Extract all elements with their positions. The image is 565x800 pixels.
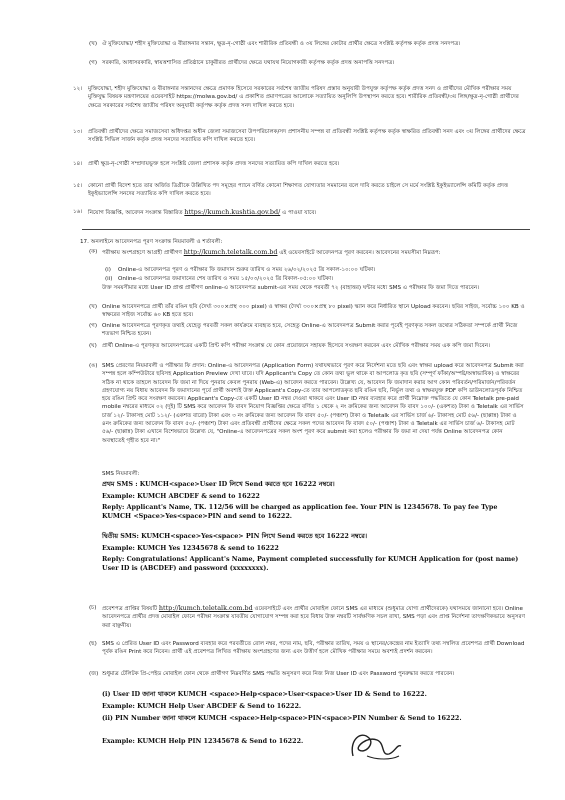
second-sms-text: দ্বিতীয় SMS: KUMCH<space>Yes<space> PIN লিখে Send করতে হবে 16222 নম্বরে। bbox=[102, 532, 368, 540]
subitem-text: Online-এ আবেদনপত্র পূরণ ও পরীক্ষার ফি জমাদান শুরুর তারিখ ও সময় ২৬/০২/২০২৫ খ্রি সকাল-১০:০০ ঘটিকা। bbox=[118, 267, 376, 273]
subitem-label: (খ) bbox=[89, 41, 98, 47]
subitem-text: Online-এ আবেদনপত্র জমাদানের শেষ তারিখ ও সময় ১৫/০৩/২০২৫ খ্রি বিকাল-০৫:০০ ঘটিকা। bbox=[118, 276, 334, 282]
second-sms-reply bbox=[102, 555, 526, 573]
doc-subitem-ka-ii bbox=[105, 275, 526, 283]
sms-rules-heading bbox=[102, 470, 526, 478]
subitem-label: (খ) bbox=[89, 304, 98, 310]
recover-pin-text: (ii) PIN Number জানা থাকলে KUMCH <space>Help<space>PIN<space>PIN Number & Send to 16222. bbox=[102, 714, 462, 722]
first-sms-example-text: Example: KUMCH ABCDEF & send to 16222 bbox=[102, 492, 260, 500]
item-text: নিয়োগ বিজ্ঞপ্তি, আবেদন সংক্রান্ত বিস্তারিত bbox=[88, 210, 183, 216]
kushtia-website-link[interactable]: https://kumch.kushtia.gov.bd/ bbox=[184, 208, 281, 216]
second-sms-example bbox=[102, 544, 526, 553]
recover-pin-example bbox=[102, 737, 526, 746]
first-sms-text: প্রথম SMS : KUMCH<space>User ID লিখে Send করতে হবে 16222 নম্বরে। bbox=[102, 480, 335, 488]
subitem-tail: ওয়েবসাইটে এবং প্রার্থীর মোবাইল ফোনে SMS এর মাধ্যমে (শুধুমাত্র যোগ্য প্রার্থীদেরকে) যথাসময়ে জানানো হবে। Online আবেদনপত্রে প্রার্থীর প্রদত্ত মোবাইল ফোনে পরীক্ষা সংক্রান্ত যাবতীয় যোগাযোগ সম্পন্ন করা হবে বিধায় উক্ত নম্বরটি সার্বক্ষণিক সচল রাখা, SMS পড়া এবং প্রাপ্ত নির্দেশনা তাৎক্ষণিকভাবে অনুসরণ করা বাঞ্ছনীয়। bbox=[102, 606, 526, 629]
item-text: মুক্তিযোদ্ধা, শহীদ মুক্তিযোদ্ধা ও বীরাঙ্গনার সন্তানদের ক্ষেত্রে প্রমাণক হিসেবে সরকারের সর্বশেষ জাতীয় পরিষদ প্রস্তাব অনুযায়ী উপযুক্ত কর্তৃপক্ষ কর্তৃক প্রদত্ত সনদ ও প্রার্থীদের মৌখিক পরীক্ষার সময় মুক্তিযুদ্ধ বিষয়ক মন্ত্রণালয়ের ওয়েবসাইট https://molwa.gov.bd/ এ প্রকাশিত প্রমাণপত্রের আলোকে সত্যায়িত অনুলিপি উপস্থাপন করতে হবে। শারীরিক প্রতিবন্ধী/৩য় লিঙ্গ/ক্ষুদ্র-নৃ-গোষ্ঠী প্রার্থীদের ক্ষেত্রে সরকারের সর্বশেষ জাতীয় পরিষদ অনুযায়ী কর্তৃপক্ষ কর্তৃক প্রদত্ত সনদ দাখিল করতে হবে। bbox=[88, 86, 519, 109]
second-sms-example-text: Example: KUMCH Yes 12345678 & send to 16222 bbox=[102, 544, 279, 552]
subitem-label: (ছ) bbox=[89, 641, 97, 647]
doc-subitem-chha bbox=[89, 640, 526, 657]
recover-pin-instruction bbox=[102, 714, 526, 723]
item-number: ১৬। bbox=[73, 209, 83, 215]
subitem-label: (চ) bbox=[89, 605, 97, 611]
item-text: প্রতিবন্ধী প্রার্থীদের ক্ষেত্রে সমাজসেবা অধিদপ্তর অধীন জেলা সমাজসেবা উপপরিচালক/সদ প্রশাসনীয় সম্পন্ন বা প্রতিবন্ধী সংশ্লিষ্ট কর্তৃপক্ষ কর্তৃক স্বাক্ষরিত প্রতিবন্ধী সনদ এবং ৩য় লিঙ্গের প্রার্থীদের ক্ষেত্রে সংশ্লিষ্ট সিভিল সার্জন কর্তৃক প্রদত্ত সনদের সত্যায়িত কপি দাখিল করতে হবে। bbox=[88, 129, 526, 144]
item-text: প্রার্থী ক্ষুদ্র-নৃ-গোষ্ঠী সম্প্রদায়ভুক্ত হলে সংশ্লিষ্ট জেলা প্রশাসক কর্তৃক প্রদত্ত সনদের সত্যায়িত কপি দাখিল করতে হবে। bbox=[88, 161, 340, 167]
signature-mark bbox=[347, 726, 405, 764]
recover-userid-text: (i) User ID জানা থাকলে KUMCH <space>Help<space>User<space>User ID & Send to 16222. bbox=[102, 690, 427, 698]
doc-subitem-ka-note bbox=[102, 284, 526, 292]
doc-subitem-ka-i bbox=[105, 266, 526, 274]
subitem-label: (ঘ) bbox=[89, 343, 97, 349]
subitem-text: প্রার্থী Online-এ পূরণকৃত আবেদনপত্রের একটি প্রিন্ট কপি পরীক্ষা সংক্রান্ত যে কোন প্রয়োজনে সহায়ক হিসেবে সংরক্ষণ করবেন এবং মৌখিক পরীক্ষার সময় এক কপি জমা দিবেন। bbox=[102, 343, 491, 349]
doc-subitem-ga bbox=[89, 322, 526, 339]
item-text: কোনো প্রার্থী বিদেশ হতে তার অর্জিত ডিগ্রীকে উল্লিখিত পদ সমূহের প্যানে বর্ণিত কোনো শিক্ষাগত যোগ্যতার সমমানের বলে দাবি করতে চাইলে সে মর্মে সংশ্লিষ্ট ইকুইভ্যালেন্সি কমিটি কর্তৃক প্রদত্ত ইকুইভ্যালেন্সি সনদের সত্যায়িত কপি দাখিল করতে হবে। bbox=[88, 183, 508, 198]
item-number: ১৩। bbox=[73, 129, 83, 135]
doc-item-14 bbox=[73, 160, 526, 168]
doc-subitem-kha bbox=[89, 303, 526, 320]
subitem-text: ঐ মুক্তিযোদ্ধা/ শহীদ মুক্তিযোদ্ধা ও বীরাঙ্গনার সন্তান, ক্ষুদ্র-নৃ-গোষ্ঠী এবং শারীরিক প্রতিবন্ধী ও ৩য় লিঙ্গের কোটার প্রার্থীর ক্ষেত্রে সংশ্লিষ্ট কর্তৃপক্ষ কর্তৃক প্রদত্ত সনদপত্র। bbox=[102, 41, 461, 47]
subitem-label: (ii) bbox=[105, 276, 113, 282]
doc-item-16 bbox=[73, 208, 526, 217]
subitem-text: শুধুমাত্র টেলিটক প্রি-পেইড মোবাইল ফোন থেকে প্রার্থীগণ নিম্নবর্ণিত SMS পদ্ধতি অনুসরণ করে নিজ নিজ User ID এবং Password পুনরুদ্ধার করতে পারবেন। bbox=[102, 671, 455, 677]
subitem-tail: এই ওয়েবসাইটে আবেদনপত্র পূরণ করবেন। আবেদনের সময়সীমা নিম্নরূপ: bbox=[279, 250, 441, 256]
subitem-label: (ঙ) bbox=[89, 363, 98, 369]
subitem-label: (জ) bbox=[89, 671, 99, 677]
subitem-text: প্রবেশপত্র প্রাপ্তির বিষয়টি bbox=[102, 606, 158, 612]
recover-userid-example-text: Example: KUMCH Help User ABCDEF & Send to 16222. bbox=[102, 702, 302, 710]
recover-userid-example bbox=[102, 702, 526, 711]
section-divider bbox=[82, 229, 530, 230]
subitem-text: Online আবেদনপত্রে প্রার্থী তাঁর রঙিন ছবি (দৈর্ঘ্য ৩০০×প্রস্থ ৩০০ pixel) ও স্বাক্ষর (দৈর্ঘ্য ৩০০×প্রস্থ ৮০ pixel) স্ক্যান করে নির্ধারিত স্থানে Upload করবেন। ছবির সাইজ, সর্বোচ্চ ১০০ KB ও স্বাক্ষরের সাইজ সর্বোচ্চ ৬০ KB হতে হবে। bbox=[102, 304, 525, 319]
doc-subitem-ka bbox=[89, 248, 526, 257]
doc-subitem-gha bbox=[89, 342, 526, 350]
doc-item-12 bbox=[73, 85, 526, 110]
first-sms-instruction bbox=[102, 480, 526, 489]
doc-item-15 bbox=[73, 182, 526, 199]
subitem-text: SMS প্রেরণের নিয়মাবলী ও পরীক্ষার ফি প্রদান: Online-এ আবেদনপত্র (Application Form) যথাযথভাবে পূরণ করে নির্দেশনা মতে ছবি এবং স্বাক্ষর upload করে আবেদনপত্র Submit করা সম্পন্ন হলে কম্পিউটারে ছবিসহ Application Preview দেখা যাবে। যদি Applicant's Copy তে কোন তথ্য ভুল থাকে বা আপলোড কৃত ছবি (সম্পূর্ণ ফাঁকা/অস্পষ্ট/অস্বাভাবিক) ও স্বাক্ষরের সঠিক না থাকে তাহলে আবেদন ফি জমা না দিয়ে পুনরায় কেবল পুনরায় (Web-এ) আবেদন করতে পারবেন। উল্লেখ্য যে, আবেদন ফি জমাদান করার আগ কোন পরিবর্তন/পরিমার্জন/পরিবর্তন গ্রহণযোগ্য নয় বিধায় আবেদন ফি জমাদানের পূর্বে প্রার্থী অবশ্যই উক্ত Applicant's Copy-তে তার আপলোডকৃত ছবি রঙিন ছবি, নির্ভুল তথ্য ও স্বাক্ষরযুক্ত PDF কপি ডাউনলোডপূর্বক নিশ্চিত হয়ে রঙিন প্রিন্ট করে সংরক্ষণ করবেন। Applicant's Copy-তে একটি User ID নম্বর দেওয়া থাকবে এবং User ID নম্বর ব্যবহার করে প্রার্থী নিম্নোক্ত পদ্ধতিতে যে কোন Teletalk pre-paid mobile নম্বরের মাধ্যমে ০২ (দুই) টি SMS করে আবেদন ফি বাবদ নিয়োগ বিজ্ঞপ্তির ক্ষেত্রে বর্ণিত ১ থেকে ২ নং ক্রমিকের জন্য আবেদন ফি বাবদ ১০০/- (একশত) টাকা ও Teletalk এর সার্ভিস চার্জ ১২/- টাকাসহ মোট ১১২/- (একশত বারো) টাকা এবং ৩ নং ক্রমিকের জন্য আবেদন ফি বাবদ ৫০/- (পঞ্চাশ) টাকা ও Teletalk এর সার্ভিস চার্জ ৬/- টাকাসহ মোট ৫৬/- (ছাপ্পান্ন) টাকা ও ৪নং ক্রমিকের জন্য আবেদন ফি বাবদ ৫০/- (পঞ্চাশ) টাকা এবং প্রতিবন্ধী প্রার্থীদের ক্ষেত্রে সকল পদের আবেদন ফি বাবদ ৫০/- (পঞ্চাশ) টাকা ও Teletalk এর সার্ভিস চার্জ ৬/- টাকাসহ মোট ৫৬/- (ছাপ্পান্ন) টাকা এখানে বিশেষভাবে উল্লেখ্য যে, "Online-এ আবেদনপত্রের সকল অংশ পূরণ করে submit করা হলেও পরীক্ষার ফি জমা না দেয়া পর্যন্ত Online আবেদনপত্র কোন অবস্থাতেই গৃহীত হবে না।" bbox=[102, 363, 524, 444]
second-sms-reply-text: Reply: Congratulations! Applicant's Name, Payment completed successfully for KUMCH Application for (post name) User ID is (ABCDEF) and password (xxxxxxxx). bbox=[102, 555, 519, 572]
sms-rules-heading-text: SMS নিয়মাবলী: bbox=[102, 471, 140, 477]
subitem-label: (i) bbox=[105, 267, 111, 273]
first-sms-reply-text: Reply: Applicant's Name, TK. 112/56 will be charged as application fee. Your PIN is 12345678. To pay fee Type KUMCH <Space>Yes<space>PIN and send to 16222. bbox=[102, 503, 498, 520]
subitem-label: (ক) bbox=[89, 249, 98, 255]
doc-subitem-ga-top bbox=[89, 59, 526, 67]
second-sms-instruction bbox=[102, 532, 526, 541]
item-tail: এ পাওয়া যাবে। bbox=[282, 210, 317, 216]
subitem-text: পরীক্ষায় অংশগ্রহণে আগ্রহী প্রার্থীগণ bbox=[102, 250, 182, 256]
item-number: ১৪। bbox=[73, 161, 83, 167]
subitem-text: SMS এ প্রেরিত User ID এবং Password ব্যবহার করে পরবর্তীতে রোল নম্বর, পদের নাম, ছবি, পরীক্ষার তারিখ, সময় ও স্থানের/কেন্দ্রের নাম ইত্যাদি তথ্য সম্বলিত প্রবেশপত্র প্রার্থী Download পূর্বক রঙিন Print করে নিবেন। প্রার্থী এই প্রবেশপত্র লিখিত পরীক্ষায় অংশগ্রহণের জন্য এবং উত্তীর্ণ হলে মৌখিক পরীক্ষার সময়ে অবশ্যই প্রদর্শন করবেন। bbox=[102, 641, 525, 656]
doc-subitem-cha bbox=[89, 604, 526, 630]
subitem-text: উক্ত সময়সীমার মধ্যে User ID প্রাপ্ত প্রার্থীগণ online-এ আবেদনপত্র submit-এর সময় থেকে পরবর্তী ৭২ (বাহাত্তর) ঘন্টার মধ্যে SMS এ পরীক্ষার ফি জমা দিতে পারবেন। bbox=[102, 285, 480, 291]
first-sms-example bbox=[102, 492, 526, 501]
doc-subitem-umo bbox=[89, 362, 526, 445]
subitem-label: (গ) bbox=[89, 60, 98, 66]
recover-pin-example-text: Example: KUMCH Help PIN 12345678 & Send to 16222. bbox=[102, 737, 304, 745]
item-heading: অনলাইনে আবেদনপত্র পূরণ সংক্রান্ত নিয়মাবলী ও শর্তাবলী: bbox=[90, 239, 223, 245]
subitem-text: সরকারি, আধাসরকারি, স্বায়ত্তশাসিত প্রতিষ্ঠানে চাকুরীরত প্রার্থীদের ক্ষেত্রে যথাযথ নিয়োগকারী কর্তৃপক্ষ কর্তৃক প্রদত্ত অনাপত্তি সনদপত্র। bbox=[102, 60, 395, 66]
teletalk-website-link[interactable]: http://kumch.teletalk.com.bd bbox=[183, 248, 278, 256]
subitem-text: Online আবেদনপত্রে পূরণকৃত তথ্যই যেহেতু পরবর্তী সকল কার্যক্রমে ব্যবহৃত হবে, সেহেতু Online-এ আবেদনপত্র Submit করার পূর্বেই পূরণকৃত সকল তথ্যের সঠিকতা সম্পর্কে প্রার্থী নিজে শতভাগ নিশ্চিত হবেন। bbox=[102, 323, 518, 338]
item-number: ১২। bbox=[73, 86, 83, 92]
doc-subitem-ja bbox=[89, 670, 526, 678]
doc-subitem-kha-top bbox=[89, 40, 526, 48]
item-number: ১৫। bbox=[73, 183, 83, 189]
teletalk-admit-link[interactable]: http://kumch.teletalk.com.bd bbox=[158, 604, 253, 612]
recover-userid-instruction bbox=[102, 690, 526, 699]
doc-item-13 bbox=[73, 128, 526, 145]
doc-item-17-heading bbox=[80, 238, 518, 246]
subitem-label: (গ) bbox=[89, 323, 98, 329]
item-number: 17. bbox=[80, 239, 89, 245]
first-sms-reply bbox=[102, 503, 526, 521]
